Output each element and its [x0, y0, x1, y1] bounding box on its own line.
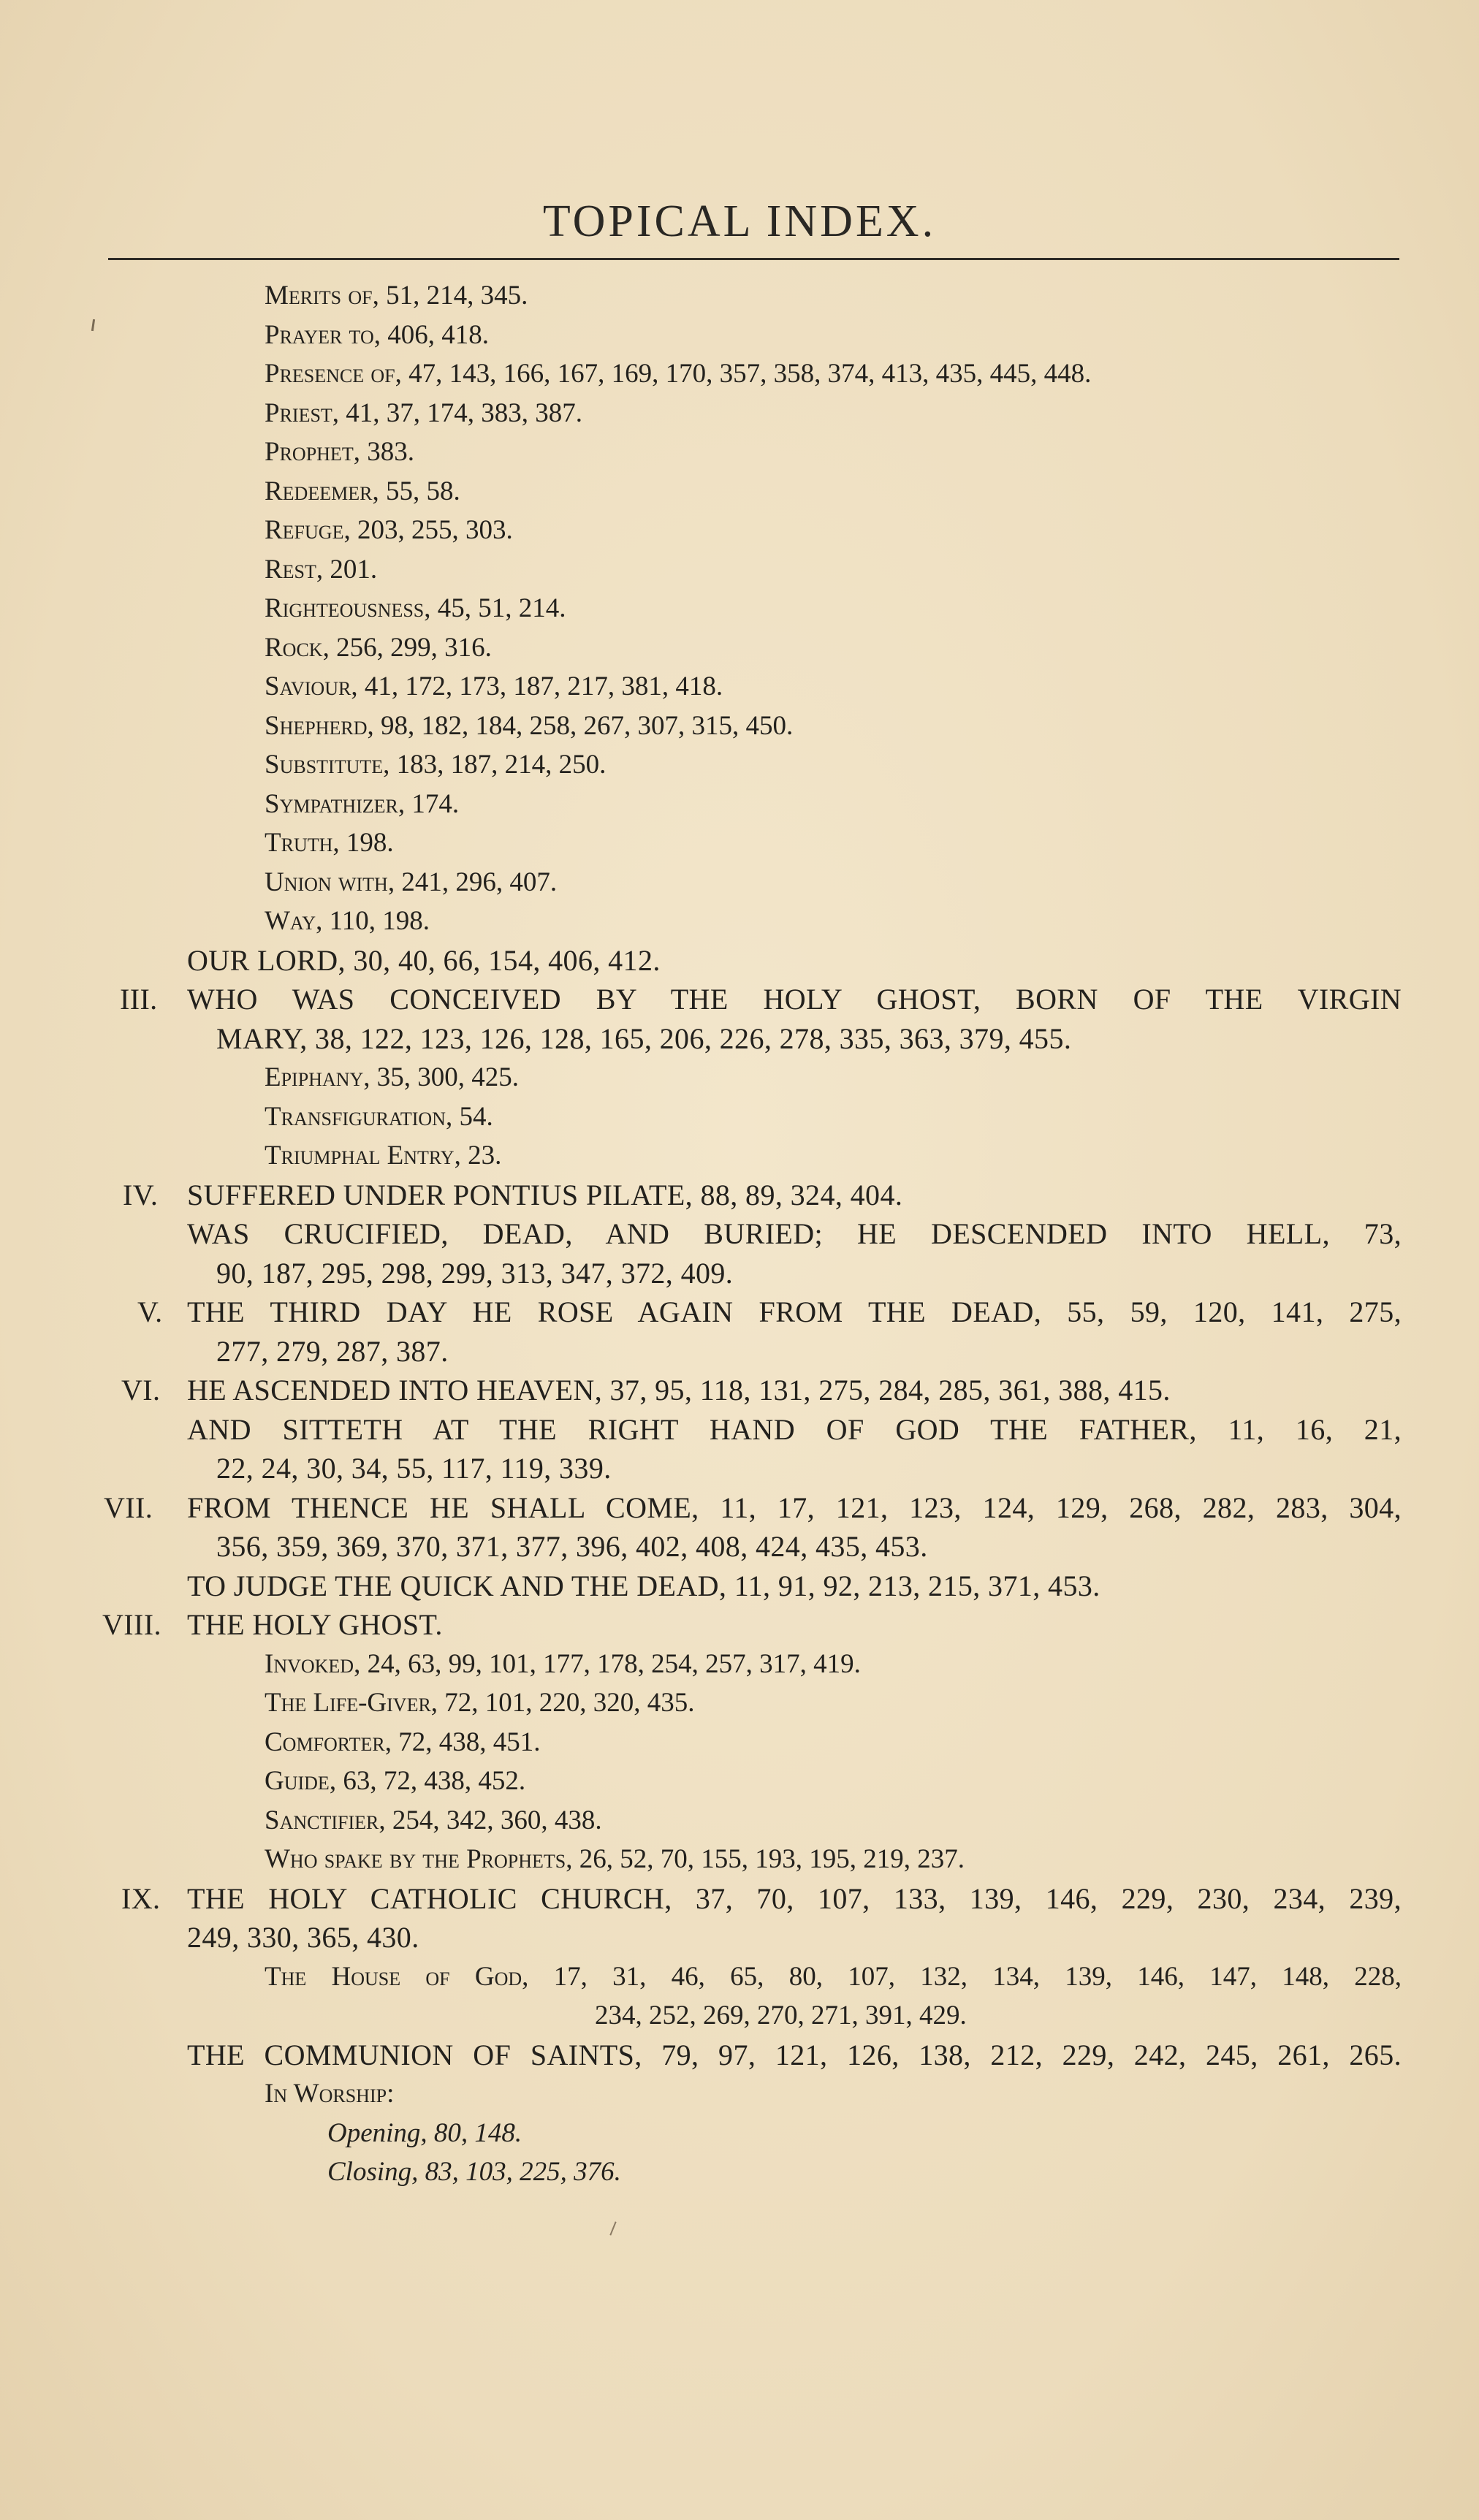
index-entry: Opening, 80, 148. — [327, 2117, 522, 2148]
index-entry: Presence of, 47, 143, 166, 167, 169, 170, 357, 358, 374, 413, 435, 445, 448. — [265, 359, 1092, 389]
index-entry: Epiphany, 35, 300, 425. — [265, 1062, 520, 1092]
index-entry: WAS CRUCIFIED, DEAD, AND BURIED; HE DESCENDED INTO HELL, 73, — [187, 1217, 1402, 1250]
article-number: III. — [120, 983, 158, 1016]
index-entry: TO JUDGE THE QUICK AND THE DEAD, 11, 91, 92, 213, 215, 371, 453. — [187, 1569, 1100, 1602]
index-entries — [0, 276, 1479, 2192]
index-entry: Rock, 256, 299, 316. — [265, 632, 492, 663]
index-entry: Truth, 198. — [265, 828, 394, 858]
index-entry: 249, 330, 365, 430. — [187, 1921, 419, 1954]
index-entry: Sanctifier, 254, 342, 360, 438. — [265, 1805, 602, 1835]
index-entry: 22, 24, 30, 34, 55, 117, 119, 339. — [216, 1452, 612, 1485]
index-entry: In Worship: — [265, 2079, 395, 2109]
title-rule — [108, 258, 1399, 260]
index-entry: OUR LORD, 30, 40, 66, 154, 406, 412. — [187, 943, 661, 977]
index-entry: III. WHO WAS CONCEIVED BY THE HOLY GHOST, BORN OF THE VIRGIN — [0, 980, 1479, 1019]
index-entry: Saviour, 41, 172, 173, 187, 217, 381, 418. — [265, 671, 723, 701]
index-entry: AND SITTETH AT THE RIGHT HAND OF GOD THE FATHER, 11, 16, 21, — [187, 1412, 1402, 1446]
index-entry: IX. THE HOLY CATHOLIC CHURCH, 37, 70, 107, 133, 139, 146, 229, 230, 234, 239, — [0, 1879, 1479, 1919]
index-entry: IV. SUFFERED UNDER PONTIUS PILATE, 88, 89, 324, 404. — [0, 1176, 1479, 1215]
index-entry: Comforter, 72, 438, 451. — [265, 1727, 541, 1757]
article-number: IV. — [123, 1178, 159, 1211]
index-entry: V. THE THIRD DAY HE ROSE AGAIN FROM THE DEAD, 55, 59, 120, 141, 275, — [0, 1293, 1479, 1332]
index-entry: Refuge, 203, 255, 303. — [265, 515, 513, 545]
index-entry: Way, 110, 198. — [265, 906, 430, 936]
index-entry: 234, 252, 269, 270, 271, 391, 429. — [595, 2001, 967, 2030]
index-entry: The Life-Giver, 72, 101, 220, 320, 435. — [265, 1688, 695, 1718]
index-entry: Who spake by the Prophets, 26, 52, 70, 155, 193, 195, 219, 237. — [265, 1844, 965, 1874]
index-entry: 90, 187, 295, 298, 299, 313, 347, 372, 409. — [216, 1256, 734, 1290]
index-entry: Guide, 63, 72, 438, 452. — [265, 1766, 526, 1796]
index-entry: The House of God, 17, 31, 46, 65, 80, 107, 132, 134, 139, 146, 147, 148, 228, — [265, 1961, 1402, 1992]
index-entry: MARY, 38, 122, 123, 126, 128, 165, 206, 226, 278, 335, 363, 379, 455. — [216, 1021, 1072, 1055]
index-entry: Transfiguration, 54. — [265, 1101, 493, 1132]
print-mark — [609, 2221, 616, 2235]
index-entry: VII. FROM THENCE HE SHALL COME, 11, 17, 121, 123, 124, 129, 268, 282, 283, 304, — [0, 1488, 1479, 1528]
index-entry: Priest, 41, 37, 174, 383, 387. — [265, 397, 583, 428]
index-entry: Invoked, 24, 63, 99, 101, 177, 178, 254, 257, 317, 419. — [265, 1648, 861, 1679]
article-number: IX. — [121, 1881, 161, 1915]
index-entry: Righteousness, 45, 51, 214. — [265, 593, 566, 623]
article-number: VI. — [121, 1374, 161, 1406]
index-entry: 277, 279, 287, 387. — [216, 1334, 449, 1368]
index-entry: Merits of, 51, 214, 345. — [265, 281, 528, 311]
article-number: V. — [137, 1295, 163, 1328]
index-entry: Closing, 83, 103, 225, 376. — [327, 2157, 621, 2187]
article-number: VIII. — [102, 1608, 161, 1641]
index-entry: Sympathizer, 174. — [265, 788, 460, 819]
page-title: TOPICAL INDEX. — [542, 197, 937, 246]
index-entry: Prophet, 383. — [265, 437, 414, 467]
index-entry: Shepherd, 98, 182, 184, 258, 267, 307, 315, 450. — [265, 710, 794, 741]
index-entry: Rest, 201. — [265, 554, 378, 585]
index-entry: THE COMMUNION OF SAINTS, 79, 97, 121, 126, 138, 212, 229, 242, 245, 261, 265. — [187, 2038, 1402, 2071]
index-entry: Prayer to, 406, 418. — [265, 319, 489, 350]
index-entry: Union with, 241, 296, 407. — [265, 867, 558, 897]
index-entry: Triumphal Entry, 23. — [265, 1141, 502, 1170]
index-entry: Substitute, 183, 187, 214, 250. — [265, 750, 607, 780]
index-entry: Redeemer, 55, 58. — [265, 476, 460, 506]
index-entry: VI. HE ASCENDED INTO HEAVEN, 37, 95, 118, 131, 275, 284, 285, 361, 388, 415. — [0, 1371, 1479, 1410]
index-entry: VIII. THE HOLY GHOST. — [0, 1605, 1479, 1645]
article-number: VII. — [104, 1491, 153, 1524]
index-entry: 356, 359, 369, 370, 371, 377, 396, 402, 408, 424, 435, 453. — [216, 1530, 928, 1563]
